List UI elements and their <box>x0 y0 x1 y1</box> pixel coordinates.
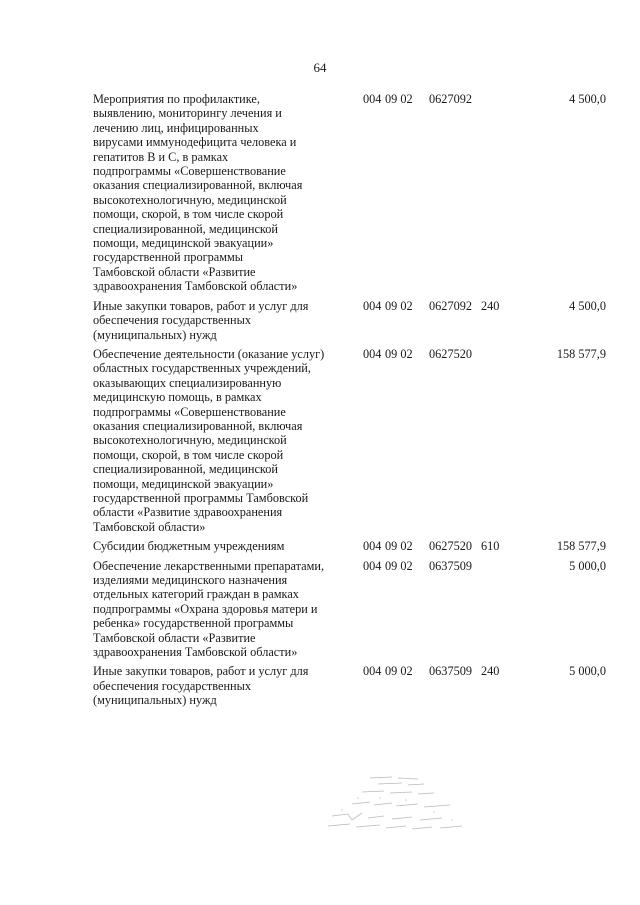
description-line: лечению лиц, инфицированных <box>93 120 259 135</box>
description-line: Тамбовской области» <box>93 519 206 534</box>
table-row <box>93 92 613 294</box>
ministry-code: 004 <box>363 92 382 106</box>
section-code: 09 02 <box>385 92 413 106</box>
description-line: государственной программы Тамбовской <box>93 490 309 505</box>
description-line: изделиями медицинского назначения <box>93 573 288 587</box>
description-line: Тамбовской области «Развитие <box>93 630 256 645</box>
page-number: 64 <box>313 60 327 75</box>
target-article-code: 0627092 <box>429 92 473 106</box>
expense-type-code: 610 <box>481 539 500 554</box>
description-line: Субсидии бюджетным учреждениям <box>93 539 285 554</box>
row-description <box>93 92 355 294</box>
target-article-code: 0637509 <box>429 558 473 573</box>
description-line: специализированной, медицинской <box>93 221 279 236</box>
ministry-code: 004 <box>363 298 382 313</box>
description-line: обеспечения государственных <box>93 313 252 328</box>
section-code: 09 02 <box>385 664 413 679</box>
description-line: высокотехнологичную, медицинской <box>93 433 287 448</box>
target-article-code: 0627520 <box>429 346 473 361</box>
table-row <box>93 299 613 342</box>
ministry-code: 004 <box>363 346 382 361</box>
table-row <box>93 559 613 660</box>
amount-value: 4 500,0 <box>569 92 606 106</box>
description-line: обеспечения государственных <box>93 678 252 693</box>
amount-value: 5 000,0 <box>569 664 606 679</box>
description-line: оказания специализированной, включая <box>93 178 303 193</box>
description-line: помощи, скорой, в том числе скорой <box>93 447 284 462</box>
description-line: помощи, скорой, в том числе скорой <box>93 207 284 222</box>
description-line: Иные закупки товаров, работ и услуг для <box>93 664 309 679</box>
description-line: областных государственных учреждений, <box>93 361 311 376</box>
faded-stamp-mark <box>322 774 472 832</box>
row-description <box>93 347 355 534</box>
row-description <box>93 299 355 342</box>
description-line: здравоохранения Тамбовской области» <box>93 279 298 294</box>
row-description <box>93 664 355 707</box>
table-row <box>93 664 613 707</box>
description-line: государственной программы <box>93 250 244 265</box>
ministry-code: 004 <box>363 558 382 573</box>
amount-value: 158 577,9 <box>556 346 606 361</box>
description-line: ребенка» государственной программы <box>93 616 294 631</box>
description-line: оказывающих специализированную <box>93 375 282 390</box>
description-line: области «Развитие здравоохранения <box>93 505 283 520</box>
section-code: 09 02 <box>385 558 413 573</box>
section-code: 09 02 <box>385 298 413 313</box>
table-row <box>93 347 613 534</box>
description-line: здравоохранения Тамбовской области» <box>93 645 298 660</box>
description-line: гепатитов В и С, в рамках <box>93 149 229 164</box>
description-line: помощи, медицинской эвакуации» <box>93 476 274 491</box>
description-line: (муниципальных) нужд <box>93 327 217 342</box>
target-article-code: 0627520 <box>429 539 473 554</box>
description-line: подпрограммы «Совершенствование <box>93 404 286 419</box>
target-article-code: 0627092 <box>429 298 473 313</box>
section-code: 09 02 <box>385 539 413 554</box>
description-line: оказания специализированной, включая <box>93 418 303 433</box>
amount-value: 5 000,0 <box>569 558 606 573</box>
description-line: помощи, медицинской эвакуации» <box>93 236 274 251</box>
description-line: отдельных категорий граждан в рамках <box>93 587 299 602</box>
description-line: вирусами иммунодефицита человека и <box>93 135 297 150</box>
description-line: Тамбовской области «Развитие <box>93 264 256 279</box>
description-line: подпрограммы «Совершенствование <box>93 164 286 179</box>
description-line: медицинскую помощь, в рамках <box>93 390 262 405</box>
description-line: Обеспечение лекарственными препаратами, <box>93 558 325 573</box>
row-description <box>93 539 355 553</box>
description-line: Иные закупки товаров, работ и услуг для <box>93 298 309 313</box>
target-article-code: 0637509 <box>429 664 473 679</box>
table-row <box>93 539 613 553</box>
ministry-code: 004 <box>363 539 382 554</box>
description-line: выявлению, мониторингу лечения и <box>93 106 282 121</box>
description-line: Обеспечение деятельности (оказание услуг) <box>93 346 325 361</box>
amount-value: 158 577,9 <box>556 539 606 554</box>
ministry-code: 004 <box>363 664 382 679</box>
description-line: (муниципальных) нужд <box>93 693 217 708</box>
expense-type-code: 240 <box>481 664 500 679</box>
description-line: специализированной, медицинской <box>93 462 279 477</box>
row-description <box>93 559 355 660</box>
description-line: подпрограммы «Охрана здоровья матери и <box>93 601 318 616</box>
description-line: Мероприятия по профилактике, <box>93 92 260 106</box>
section-code: 09 02 <box>385 346 413 361</box>
expense-type-code: 240 <box>481 298 500 313</box>
budget-table <box>93 92 613 713</box>
description-line: высокотехнологичную, медицинской <box>93 192 287 207</box>
amount-value: 4 500,0 <box>569 298 606 313</box>
